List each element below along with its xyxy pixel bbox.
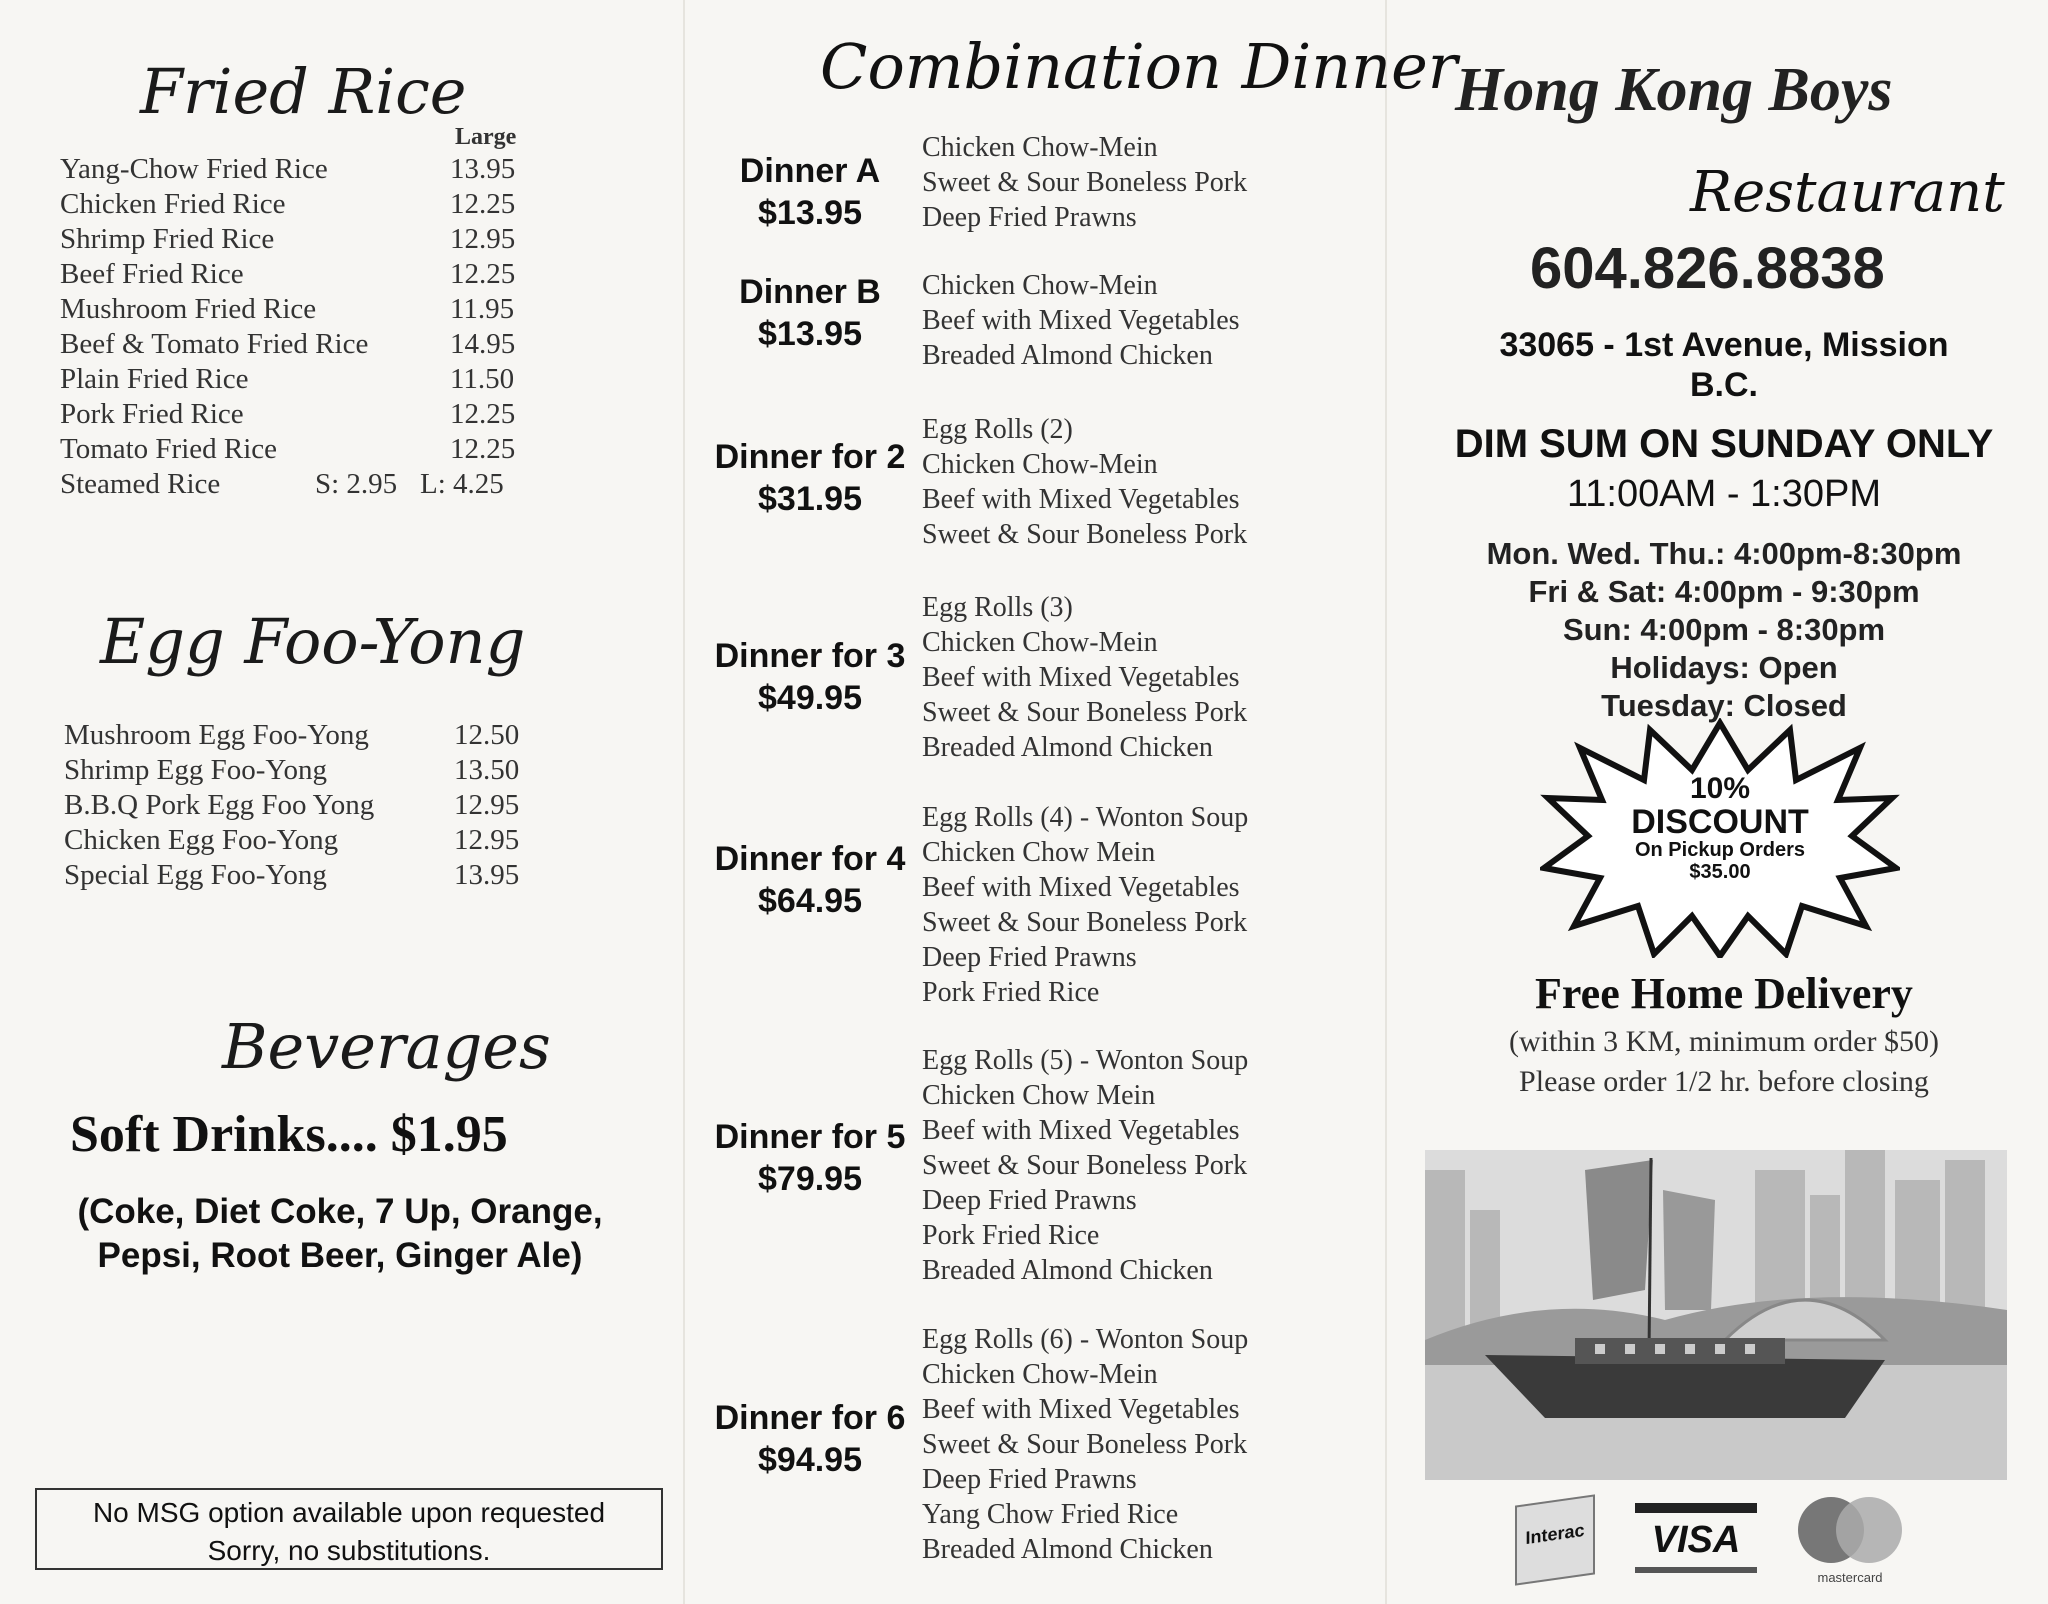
combination-title: Combination Dinner xyxy=(820,30,1458,103)
hours-line: Mon. Wed. Thu.: 4:00pm-8:30pm xyxy=(1486,536,1962,571)
delivery-title: Free Home Delivery xyxy=(1535,969,1913,1018)
item-price: 11.50 xyxy=(450,363,515,395)
item-name: Mushroom Egg Foo-Yong xyxy=(64,719,369,751)
dinner-item: Sweet & Sour Boneless Pork xyxy=(922,697,1248,728)
menu-item xyxy=(60,432,540,467)
dinner-item: Chicken Chow-Mein xyxy=(922,449,1158,480)
dinner-item: Breaded Almond Chicken xyxy=(922,732,1213,763)
dim-sum-hours: 11:00AM - 1:30PM xyxy=(1566,473,1881,515)
address xyxy=(1400,325,2048,405)
item-name: Shrimp Fried Rice xyxy=(60,223,275,255)
item-price: 12.25 xyxy=(450,398,516,430)
item-name: Steamed Rice xyxy=(60,468,221,500)
item-price: 11.95 xyxy=(450,293,515,325)
dinner-price: $13.95 xyxy=(758,194,862,232)
item-price: 12.50 xyxy=(454,719,520,751)
menu-item xyxy=(64,753,544,788)
egg-foo-yong-title: Egg Foo-Yong xyxy=(100,605,526,678)
dinner-price: $79.95 xyxy=(758,1160,862,1198)
item-price-large: L: 4.25 xyxy=(420,468,504,500)
soft-drinks-list xyxy=(40,1190,640,1278)
dinner-item: Egg Rolls (5) - Wonton Soup xyxy=(922,1045,1249,1076)
menu-item xyxy=(60,362,540,397)
dinner-items xyxy=(922,1043,1248,1288)
dinner-item: Deep Fried Prawns xyxy=(922,942,1137,973)
dinner-price: $49.95 xyxy=(758,679,862,717)
item-price: 12.95 xyxy=(454,824,520,856)
item-price: 12.25 xyxy=(450,188,516,220)
dinner-label xyxy=(690,1397,930,1481)
delivery-note-line: (within 3 KM, minimum order $50) xyxy=(1509,1025,1939,1058)
menu-item xyxy=(60,292,540,327)
menu-item xyxy=(60,222,540,257)
restaurant-subtitle: Restaurant xyxy=(1690,160,2005,225)
item-name: B.B.Q Pork Egg Foo Yong xyxy=(64,789,375,821)
dinner-item: Chicken Chow Mein xyxy=(922,837,1156,868)
dinner-item: Chicken Chow Mein xyxy=(922,1080,1156,1111)
dinner-name: Dinner for 5 xyxy=(714,1118,906,1156)
dinner-price: $13.95 xyxy=(758,315,862,353)
dinner-item: Sweet & Sour Boneless Pork xyxy=(922,1150,1248,1181)
dinner-item: Breaded Almond Chicken xyxy=(922,1534,1213,1565)
left-panel xyxy=(0,0,680,1604)
dinner-item: Breaded Almond Chicken xyxy=(922,1255,1213,1286)
notice-box xyxy=(35,1488,663,1570)
dinner-items xyxy=(922,590,1247,765)
dinner-name: Dinner B xyxy=(739,273,881,311)
mastercard-logo xyxy=(1785,1495,1915,1590)
dinner-item: Yang Chow Fried Rice xyxy=(922,1499,1179,1530)
dinner-label xyxy=(690,271,930,355)
menu-item xyxy=(64,858,544,893)
item-name: Yang-Chow Fried Rice xyxy=(60,153,328,185)
dinner-item: Sweet & Sour Boneless Pork xyxy=(922,519,1248,550)
menu-item xyxy=(64,788,544,823)
right-panel xyxy=(1400,0,2048,1604)
discount-percent: 10% xyxy=(1689,772,1751,805)
hours-line: Holidays: Open xyxy=(1610,650,1838,685)
delivery-note xyxy=(1400,1022,2048,1102)
restaurant-name: Hong Kong Boys xyxy=(1455,56,1893,124)
menu-item xyxy=(60,187,540,222)
item-name: Beef & Tomato Fried Rice xyxy=(60,328,369,360)
dinner-name: Dinner for 4 xyxy=(714,840,906,878)
discount-amount: $35.00 xyxy=(1689,861,1751,883)
beverages-title: Beverages xyxy=(222,1010,551,1083)
junk-boat-photo xyxy=(1425,1150,2007,1480)
discount-word: DISCOUNT xyxy=(1631,803,1809,841)
middle-panel xyxy=(690,0,1458,1604)
dinner-price: $94.95 xyxy=(758,1441,862,1479)
dinner-label xyxy=(690,838,930,922)
soft-drinks-price: Soft Drinks.... $1.95 xyxy=(70,1106,508,1163)
interac-logo: Interac xyxy=(1515,1494,1595,1585)
item-price-small: S: 2.95 xyxy=(315,468,398,500)
mastercard-icon xyxy=(1785,1495,1915,1565)
visa-logo: VISA xyxy=(1635,1503,1757,1573)
dinner-item: Egg Rolls (4) - Wonton Soup xyxy=(922,802,1249,833)
item-price: 12.95 xyxy=(454,789,520,821)
dinner-items xyxy=(922,130,1247,235)
menu-item xyxy=(60,397,540,432)
mastercard-text: mastercard xyxy=(1817,1570,1883,1585)
menu-item xyxy=(60,257,540,292)
soft-drinks-line: (Coke, Diet Coke, 7 Up, Orange, xyxy=(77,1192,603,1231)
dinner-item: Chicken Chow-Mein xyxy=(922,270,1158,301)
dinner-label xyxy=(690,150,930,234)
dinner-item: Pork Fried Rice xyxy=(922,977,1100,1008)
item-price: 12.25 xyxy=(450,258,516,290)
dinner-item: Chicken Chow-Mein xyxy=(922,1359,1158,1390)
phone-number: 604.826.8838 xyxy=(1530,236,1885,301)
hours-line: Tuesday: Closed xyxy=(1601,688,1847,723)
dinner-label xyxy=(690,1116,930,1200)
menu-item xyxy=(64,823,544,858)
item-name: Plain Fried Rice xyxy=(60,363,249,395)
menu-item xyxy=(60,152,540,187)
dinner-price: $64.95 xyxy=(758,882,862,920)
dinner-item: Beef with Mixed Vegetables xyxy=(922,484,1240,515)
hours-line: Sun: 4:00pm - 8:30pm xyxy=(1562,612,1886,647)
notice-line: Sorry, no substitutions. xyxy=(207,1535,491,1566)
dinner-items xyxy=(922,800,1248,1010)
dinner-item: Deep Fried Prawns xyxy=(922,1464,1137,1495)
item-name: Special Egg Foo-Yong xyxy=(64,859,327,891)
dinner-item: Beef with Mixed Vegetables xyxy=(922,872,1240,903)
dinner-item: Breaded Almond Chicken xyxy=(922,340,1213,371)
item-price: 14.95 xyxy=(450,328,516,360)
dim-sum-notice: DIM SUM ON SUNDAY ONLY xyxy=(1454,422,1994,466)
item-name: Tomato Fried Rice xyxy=(60,433,278,465)
fried-rice-title: Fried Rice xyxy=(140,55,467,128)
item-name: Chicken Fried Rice xyxy=(60,188,286,220)
delivery-note-line: Please order 1/2 hr. before closing xyxy=(1519,1065,1929,1098)
address-line: 33065 - 1st Avenue, Mission xyxy=(1499,326,1949,364)
fried-rice-list xyxy=(60,152,540,502)
dinner-item: Pork Fried Rice xyxy=(922,1220,1100,1251)
dinner-item: Sweet & Sour Boneless Pork xyxy=(922,907,1248,938)
discount-condition: On Pickup Orders xyxy=(1634,839,1806,861)
item-price: 12.25 xyxy=(450,433,516,465)
payment-methods xyxy=(1515,1495,1935,1590)
dinner-name: Dinner A xyxy=(739,152,881,190)
dinner-items xyxy=(922,412,1247,552)
hours-line: Fri & Sat: 4:00pm - 9:30pm xyxy=(1528,574,1920,609)
dinner-item: Beef with Mixed Vegetables xyxy=(922,662,1240,693)
dinner-name: Dinner for 2 xyxy=(714,438,906,476)
dinner-item: Chicken Chow-Mein xyxy=(922,627,1158,658)
item-price: 13.95 xyxy=(454,859,520,891)
dinner-items xyxy=(922,268,1240,373)
dinner-item: Chicken Chow-Mein xyxy=(922,132,1158,163)
dinner-item: Sweet & Sour Boneless Pork xyxy=(922,167,1248,198)
item-name: Pork Fried Rice xyxy=(60,398,244,430)
item-name: Chicken Egg Foo-Yong xyxy=(64,824,339,856)
dinner-label xyxy=(690,635,930,719)
dinner-price: $31.95 xyxy=(758,480,862,518)
address-line: B.C. xyxy=(1690,366,1758,404)
item-price: 12.95 xyxy=(450,223,516,255)
dinner-items xyxy=(922,1322,1248,1567)
dinner-item: Beef with Mixed Vegetables xyxy=(922,1394,1240,1425)
dinner-item: Sweet & Sour Boneless Pork xyxy=(922,1429,1248,1460)
dinner-item: Beef with Mixed Vegetables xyxy=(922,1115,1240,1146)
dinner-name: Dinner for 6 xyxy=(714,1399,906,1437)
dinner-item: Beef with Mixed Vegetables xyxy=(922,305,1240,336)
notice-line: No MSG option available upon requested xyxy=(92,1497,606,1528)
discount-text xyxy=(1540,773,1900,883)
dinner-name: Dinner for 3 xyxy=(714,637,906,675)
soft-drinks-line: Pepsi, Root Beer, Ginger Ale) xyxy=(97,1236,583,1275)
menu-item-steamed-rice xyxy=(60,467,540,502)
item-name: Shrimp Egg Foo-Yong xyxy=(64,754,327,786)
item-name: Mushroom Fried Rice xyxy=(60,293,317,325)
dinner-label xyxy=(690,436,930,520)
menu-item xyxy=(64,718,544,753)
dinner-item: Egg Rolls (6) - Wonton Soup xyxy=(922,1324,1249,1355)
dinner-item: Deep Fried Prawns xyxy=(922,1185,1137,1216)
item-price: 13.95 xyxy=(450,153,516,185)
menu-item xyxy=(60,327,540,362)
item-price: 13.50 xyxy=(454,754,520,786)
dinner-item: Egg Rolls (3) xyxy=(922,592,1073,623)
egg-foo-yong-list xyxy=(64,718,544,893)
dinner-item: Deep Fried Prawns xyxy=(922,202,1137,233)
item-name: Beef Fried Rice xyxy=(60,258,244,290)
opening-hours xyxy=(1400,535,2048,725)
size-header: Large xyxy=(455,124,517,150)
dinner-item: Egg Rolls (2) xyxy=(922,414,1073,445)
